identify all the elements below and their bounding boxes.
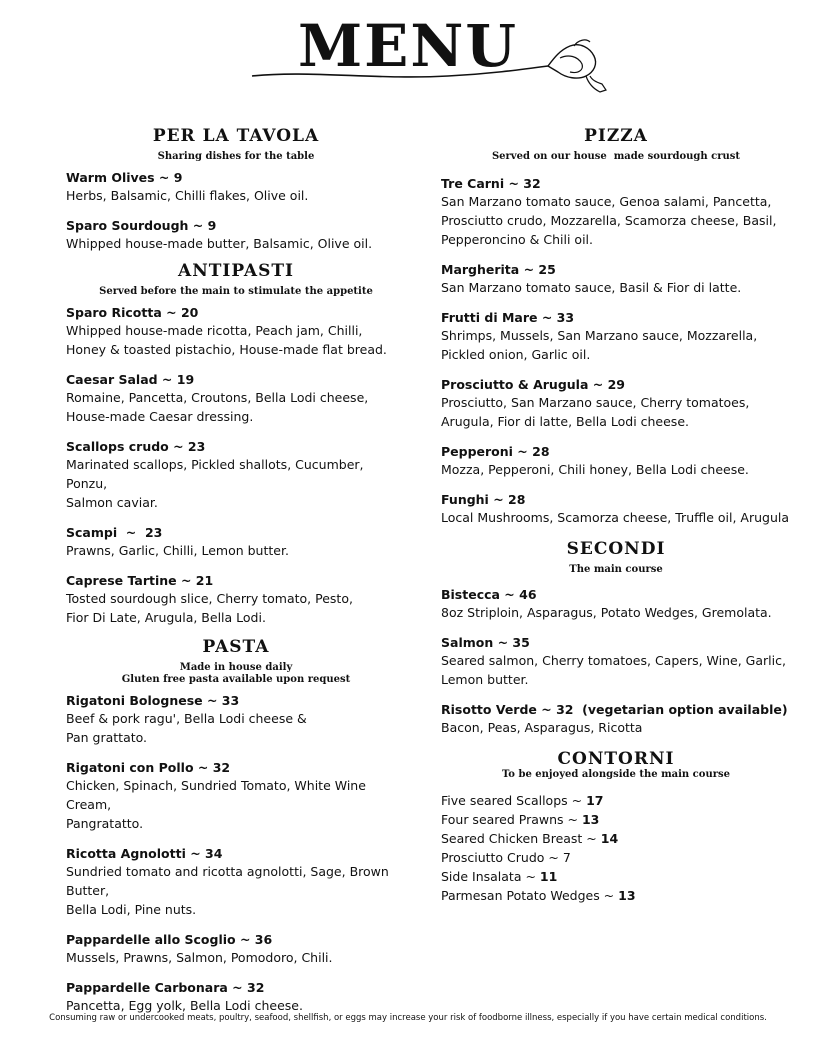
item-name: Warm Olives ~ 9 xyxy=(66,170,183,185)
item-description: Fior Di Late, Arugula, Bella Lodi. xyxy=(66,610,266,625)
section-subtitle-line: Made in house daily xyxy=(179,662,293,673)
side-label: Five seared Scallops ~ xyxy=(441,793,587,808)
menu-title: MENU xyxy=(297,12,518,80)
side-label: Prosciutto Crudo ~ xyxy=(441,850,563,865)
item-description: Pan grattato. xyxy=(66,730,148,745)
item-description: Arugula, Fior di latte, Bella Lodi cheese. xyxy=(441,414,689,429)
section-subtitle xyxy=(66,662,406,686)
item-name: Pappardelle allo Scoglio ~ 36 xyxy=(66,932,273,947)
item-description: Pickled onion, Garlic oil. xyxy=(441,347,591,362)
section-subtitle: Served on our house made sourdough crust xyxy=(491,151,741,162)
section-pasta xyxy=(66,637,406,1015)
section-per-la-tavola xyxy=(66,126,406,253)
item-description: Shrimps, Mussels, San Marzano sauce, Mozzarella, xyxy=(441,328,758,343)
item-description: Marinated scallops, Pickled shallots, Cucumber, Ponzu, xyxy=(66,457,364,491)
item-name: Prosciutto & Arugula ~ 29 xyxy=(441,377,625,392)
item-description: Whipped house-made ricotta, Peach jam, Chilli, xyxy=(66,323,363,338)
list-item xyxy=(441,791,791,810)
section-title: PER LA TAVOLA xyxy=(152,126,320,146)
item-description: Prawns, Garlic, Chilli, Lemon butter. xyxy=(66,543,289,558)
menu-item xyxy=(66,572,406,627)
item-description: Honey & toasted pistachio, House-made flat bread. xyxy=(66,342,387,357)
section-subtitle: To be enjoyed alongside the main course xyxy=(502,769,730,780)
side-price: 13 xyxy=(618,888,636,903)
item-description: Lemon butter. xyxy=(441,672,529,687)
list-item xyxy=(441,848,791,867)
menu-item xyxy=(441,491,791,527)
section-subtitle: Served before the main to stimulate the appetite xyxy=(99,286,373,297)
side-price: 7 xyxy=(562,850,571,865)
item-description: Pepperoncino & Chili oil. xyxy=(441,232,593,247)
menu-item xyxy=(441,443,791,479)
menu-item xyxy=(441,701,791,737)
item-name: Pepperoni ~ 28 xyxy=(441,444,550,459)
menu-item xyxy=(66,979,406,1015)
section-subtitle: Sharing dishes for the table xyxy=(157,151,315,162)
item-name: Margherita ~ 25 xyxy=(441,262,556,277)
menu-item xyxy=(66,371,406,426)
section-subtitle-line: Gluten free pasta available upon request xyxy=(121,674,351,685)
item-description: Pangratatto. xyxy=(66,816,144,831)
section-antipasti xyxy=(66,261,406,627)
side-price: 11 xyxy=(539,869,558,884)
menu-item xyxy=(66,524,406,560)
section-secondi xyxy=(441,539,791,737)
item-name: Funghi ~ 28 xyxy=(441,492,526,507)
side-price: 14 xyxy=(600,831,619,846)
item-description: Whipped house-made butter, Balsamic, Olive oil. xyxy=(66,236,373,251)
item-description: 8oz Striploin, Asparagus, Potato Wedges, Gremolata. xyxy=(441,605,772,620)
side-price: 17 xyxy=(586,793,604,808)
item-name: Risotto Verde ~ 32 (vegetarian option available) xyxy=(441,702,788,717)
section-title: CONTORNI xyxy=(557,749,675,769)
item-name: Bistecca ~ 46 xyxy=(441,587,537,602)
menu-item xyxy=(441,586,791,622)
side-price: 13 xyxy=(581,812,600,827)
menu-item xyxy=(66,169,406,205)
section-title: PASTA xyxy=(202,637,270,657)
side-label: Parmesan Potato Wedges ~ xyxy=(441,888,619,903)
item-description: Salmon caviar. xyxy=(66,495,158,510)
list-item xyxy=(441,829,791,848)
section-title: SECONDI xyxy=(566,539,666,559)
item-description: Mozza, Pepperoni, Chili honey, Bella Lodi cheese. xyxy=(441,462,749,477)
menu-item xyxy=(441,309,791,364)
list-item xyxy=(441,886,791,905)
item-name: Frutti di Mare ~ 33 xyxy=(441,310,575,325)
item-description: San Marzano tomato sauce, Basil & Fior di latte. xyxy=(441,280,742,295)
item-name: Caprese Tartine ~ 21 xyxy=(66,573,214,588)
side-label: Four seared Prawns ~ xyxy=(441,812,582,827)
menu-item xyxy=(441,175,791,249)
menu-item xyxy=(66,931,406,967)
menu-item xyxy=(66,438,406,512)
item-name: Salmon ~ 35 xyxy=(441,635,530,650)
menu-item xyxy=(441,376,791,431)
disclaimer-text: Consuming raw or undercooked meats, poultry, seafood, shellfish, or eggs may increase your risk of foodborne illness, especially if you have certain medical conditions. xyxy=(49,1013,767,1023)
item-name: Scallops crudo ~ 23 xyxy=(66,439,206,454)
menu-item xyxy=(441,634,791,689)
list-item xyxy=(441,810,791,829)
item-description: Sundried tomato and ricotta agnolotti, Sage, Brown Butter, xyxy=(66,864,389,898)
item-description: Mussels, Prawns, Salmon, Pomodoro, Chili. xyxy=(66,950,333,965)
item-description: Pancetta, Egg yolk, Bella Lodi cheese. xyxy=(66,998,303,1013)
item-description: Seared salmon, Cherry tomatoes, Capers, Wine, Garlic, xyxy=(441,653,786,668)
item-description: House-made Caesar dressing. xyxy=(66,409,254,424)
list-item xyxy=(441,867,791,886)
item-description: Tosted sourdough slice, Cherry tomato, Pesto, xyxy=(66,591,353,606)
left-column xyxy=(66,126,406,1027)
right-column xyxy=(441,126,791,909)
item-name: Caesar Salad ~ 19 xyxy=(66,372,195,387)
item-description: San Marzano tomato sauce, Genoa salami, Pancetta, xyxy=(441,194,772,209)
item-description: Prosciutto, San Marzano sauce, Cherry tomatoes, xyxy=(441,395,750,410)
menu-item xyxy=(66,845,406,919)
item-name: Scampi ~ 23 xyxy=(66,525,163,540)
flower-line-decoration xyxy=(248,36,618,102)
item-description: Local Mushrooms, Scamorza cheese, Truffle oil, Arugula xyxy=(441,510,790,525)
item-name: Ricotta Agnolotti ~ 34 xyxy=(66,846,223,861)
menu-item xyxy=(66,692,406,747)
item-name: Sparo Ricotta ~ 20 xyxy=(66,305,199,320)
item-description: Bacon, Peas, Asparagus, Ricotta xyxy=(441,720,643,735)
section-title: ANTIPASTI xyxy=(178,261,294,281)
item-description: Romaine, Pancetta, Croutons, Bella Lodi cheese, xyxy=(66,390,369,405)
menu-item xyxy=(66,759,406,833)
menu-item xyxy=(66,304,406,359)
item-description: Beef & pork ragu', Bella Lodi cheese & xyxy=(66,711,307,726)
item-name: Sparo Sourdough ~ 9 xyxy=(66,218,217,233)
item-description: Prosciutto crudo, Mozzarella, Scamorza cheese, Basil, xyxy=(441,213,777,228)
section-title: PIZZA xyxy=(584,126,648,146)
menu-item xyxy=(441,261,791,297)
side-label: Seared Chicken Breast ~ xyxy=(441,831,601,846)
item-name: Rigatoni Bolognese ~ 33 xyxy=(66,693,240,708)
item-name: Tre Carni ~ 32 xyxy=(441,176,541,191)
item-name: Pappardelle Carbonara ~ 32 xyxy=(66,980,265,995)
item-description: Herbs, Balsamic, Chilli flakes, Olive oil. xyxy=(66,188,309,203)
menu-item xyxy=(66,217,406,253)
section-contorni xyxy=(441,749,791,905)
item-description: Chicken, Spinach, Sundried Tomato, White Wine Cream, xyxy=(66,778,366,812)
side-label: Side Insalata ~ xyxy=(441,869,540,884)
contorni-list xyxy=(441,791,791,905)
item-name: Rigatoni con Pollo ~ 32 xyxy=(66,760,231,775)
item-description: Bella Lodi, Pine nuts. xyxy=(66,902,197,917)
section-pizza xyxy=(441,126,791,527)
section-subtitle: The main course xyxy=(569,564,663,575)
